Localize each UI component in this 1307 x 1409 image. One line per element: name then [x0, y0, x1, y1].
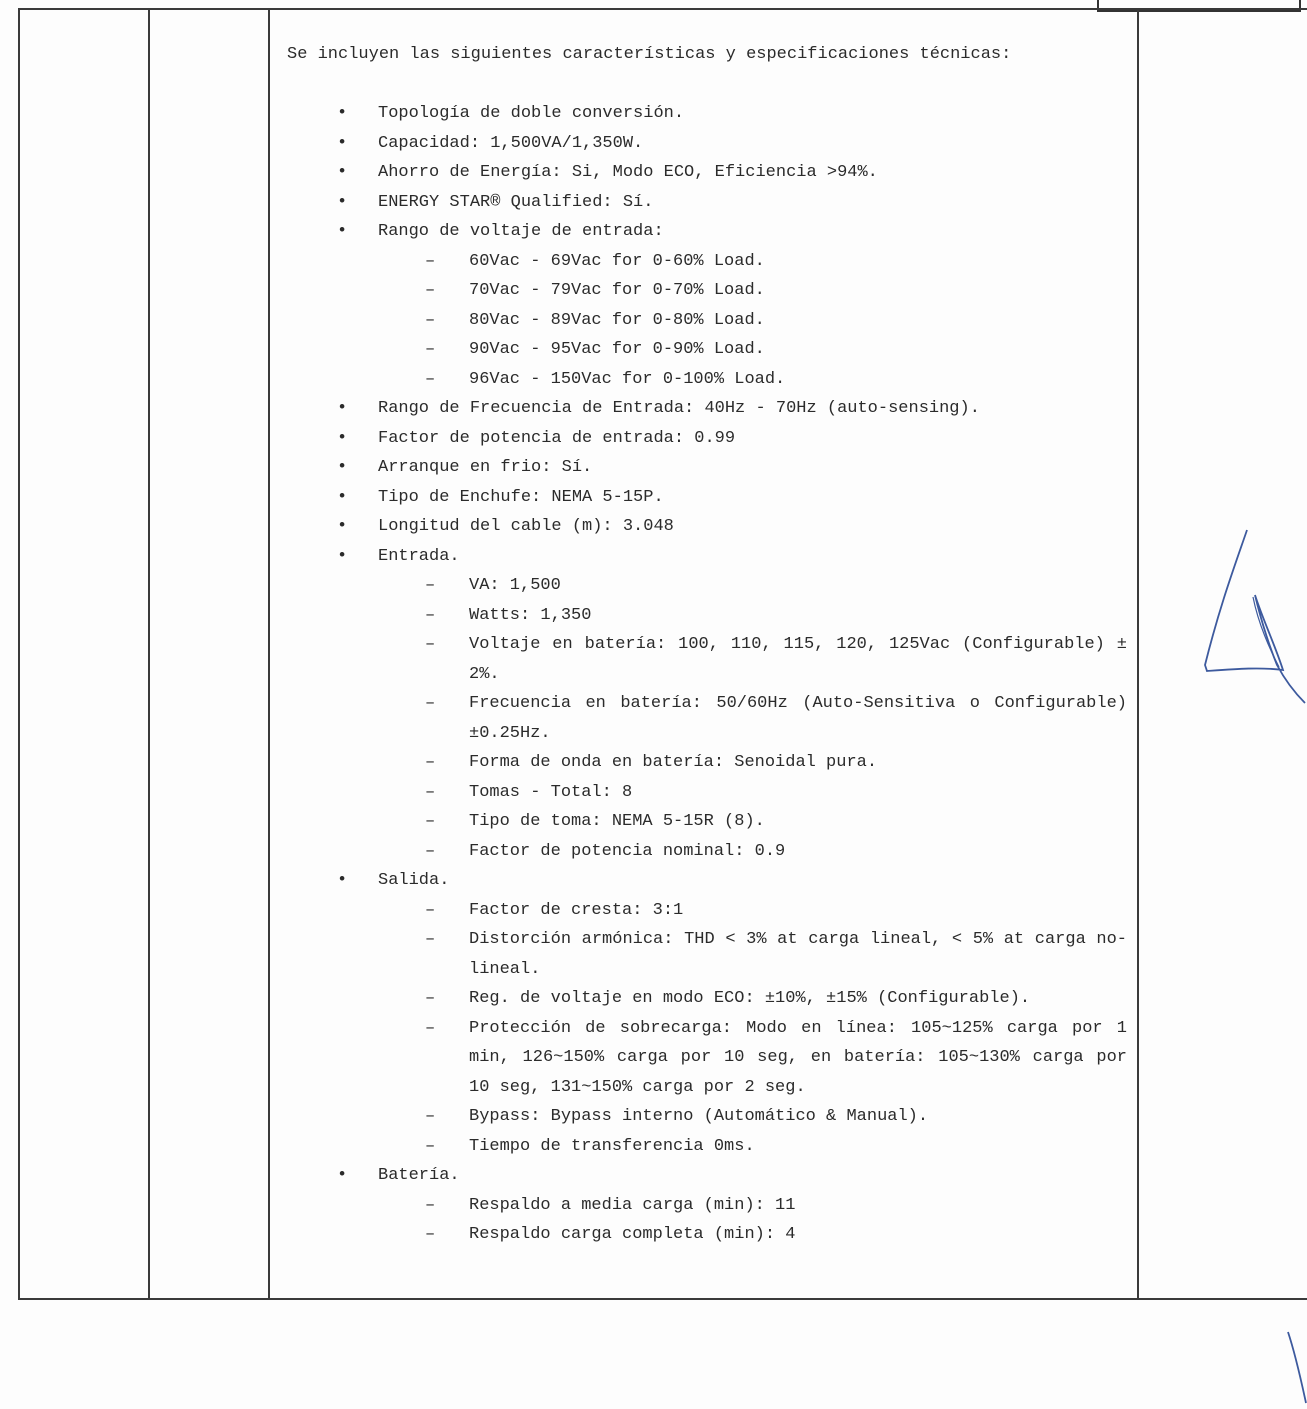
spec-subitem	[378, 689, 1127, 748]
signature-stroke	[1286, 1330, 1307, 1405]
spec-item-text: Batería.	[378, 1166, 460, 1185]
dash-icon: –	[425, 605, 436, 625]
spec-subitem	[378, 335, 1127, 365]
column-divider-2	[268, 8, 270, 1300]
spec-subitem	[378, 1220, 1127, 1250]
spec-item-text: Rango de Frecuencia de Entrada: 40Hz - 70Hz (auto-sensing).	[378, 399, 980, 418]
spec-item-text: Capacidad: 1,500VA/1,350W.	[378, 133, 644, 153]
spec-subitem-text: Respaldo a media carga (min): 11	[469, 1195, 796, 1215]
spec-item	[287, 217, 1127, 394]
dash-icon: –	[425, 782, 436, 802]
document-number-box	[1097, 0, 1301, 12]
spec-item-text: Rango de voltaje de entrada:	[378, 222, 664, 241]
spec-subitem-text: 80Vac - 89Vac for 0-80% Load.	[469, 310, 765, 330]
spec-subitem-text: Voltaje en batería: 100, 110, 115, 120, 125Vac (Configurable) ± 2%.	[469, 635, 1127, 684]
spec-subitem	[378, 1102, 1127, 1132]
bullet-icon: •	[337, 163, 348, 182]
signature-mark	[1195, 525, 1307, 705]
dash-icon: –	[425, 1225, 436, 1244]
bullet-icon: •	[337, 1166, 348, 1185]
spec-subitem	[378, 630, 1127, 689]
bullet-icon: •	[337, 133, 348, 153]
spec-item	[287, 394, 1127, 424]
spec-item-text: Factor de potencia de entrada: 0.99	[378, 428, 736, 448]
spec-item-text: Arranque en frio: Sí.	[378, 458, 593, 477]
dash-icon: –	[425, 340, 436, 359]
spec-item-text: Ahorro de Energía: Si, Modo ECO, Eficiencia >94%.	[378, 163, 878, 182]
bullet-icon: •	[337, 399, 348, 418]
spec-subitem	[378, 984, 1127, 1014]
spec-subitem	[378, 896, 1127, 926]
intro-text: Se incluyen las siguientes características y especificaciones técnicas:	[287, 45, 1012, 64]
dash-icon: –	[425, 1107, 436, 1126]
spec-item-text: Salida.	[378, 871, 450, 890]
spec-subitem-text: 70Vac - 79Vac for 0-70% Load.	[469, 281, 765, 300]
spec-sublist	[378, 247, 1127, 395]
spec-subitem	[378, 601, 1127, 631]
spec-subitem-text: Factor de potencia nominal: 0.9	[469, 841, 786, 861]
bullet-icon: •	[337, 546, 348, 566]
dash-icon: –	[425, 900, 436, 920]
spec-item	[287, 424, 1127, 454]
spec-item-text: Tipo de Enchufe: NEMA 5-15P.	[378, 487, 664, 507]
spec-subitem	[378, 748, 1127, 778]
dash-icon: –	[425, 310, 436, 330]
spec-subitem-text: Forma de onda en batería: Senoidal pura.	[469, 753, 878, 772]
spec-subitem-text: Frecuencia en batería: 50/60Hz (Auto-Sensitiva o Configurable) ±0.25Hz.	[469, 694, 1127, 743]
spec-item	[287, 866, 1127, 1161]
spec-subitem	[378, 778, 1127, 808]
dash-icon: –	[425, 281, 436, 300]
dash-icon: –	[425, 930, 436, 949]
spec-item	[287, 542, 1127, 867]
spec-subitem	[378, 365, 1127, 395]
table-left-border	[18, 8, 20, 1300]
dash-icon: –	[425, 576, 436, 595]
dash-icon: –	[425, 989, 436, 1008]
bullet-icon: •	[337, 104, 348, 123]
bullet-icon: •	[337, 458, 348, 477]
dash-icon: –	[425, 635, 436, 654]
spec-item	[287, 512, 1127, 542]
spec-item-text: Longitud del cable (m): 3.048	[378, 517, 674, 536]
spec-subitem	[378, 571, 1127, 601]
spec-subitem-text: Factor de cresta: 3:1	[469, 900, 684, 920]
specification-list	[287, 99, 1127, 1250]
bullet-icon: •	[337, 487, 348, 507]
spec-item	[287, 1161, 1127, 1250]
bullet-icon: •	[337, 517, 348, 536]
spec-sublist	[378, 1191, 1127, 1250]
dash-icon: –	[425, 841, 436, 861]
spec-subitem-text: Tiempo de transferencia 0ms.	[469, 1136, 755, 1156]
spec-subitem	[378, 306, 1127, 336]
spec-subitem	[378, 276, 1127, 306]
dash-icon: –	[425, 1195, 436, 1215]
spec-item-text: ENERGY STAR® Qualified: Sí.	[378, 192, 654, 212]
spec-subitem	[378, 807, 1127, 837]
dash-icon: –	[425, 694, 436, 713]
spec-subitem-text: Bypass: Bypass interno (Automático & Manual).	[469, 1107, 929, 1126]
bullet-icon: •	[337, 428, 348, 448]
spec-item-text: Topología de doble conversión.	[378, 104, 685, 123]
spec-sublist	[378, 571, 1127, 866]
spec-subitem-text: Tomas - Total: 8	[469, 782, 633, 802]
dash-icon: –	[425, 1136, 436, 1156]
spec-subitem-text: Protección de sobrecarga: Modo en línea: 105~125% carga por 1 min, 126~150% carga por 10 seg, en batería: 105~130% carga por 10 seg, 131~150% carga por 2 seg.	[469, 1018, 1127, 1097]
dash-icon: –	[425, 1018, 436, 1038]
dash-icon: –	[425, 812, 436, 831]
specifications-cell	[287, 40, 1127, 1250]
spec-subitem-text: Reg. de voltaje en modo ECO: ±10%, ±15% (Configurable).	[469, 989, 1031, 1008]
spec-item	[287, 158, 1127, 188]
bullet-icon: •	[337, 222, 348, 241]
spec-subitem	[378, 1132, 1127, 1162]
dash-icon: –	[425, 369, 436, 389]
spec-subitem-text: 96Vac - 150Vac for 0-100% Load.	[469, 369, 786, 389]
table-top-border	[18, 8, 1307, 10]
spec-sublist	[378, 896, 1127, 1162]
spec-item	[287, 453, 1127, 483]
spec-item	[287, 99, 1127, 129]
spec-subitem-text: 90Vac - 95Vac for 0-90% Load.	[469, 340, 765, 359]
column-divider-3	[1137, 8, 1139, 1300]
spec-subitem-text: VA: 1,500	[469, 576, 561, 595]
spec-item	[287, 129, 1127, 159]
spec-item	[287, 483, 1127, 513]
column-divider-1	[148, 8, 150, 1300]
spec-subitem-text: Tipo de toma: NEMA 5-15R (8).	[469, 812, 765, 831]
spec-subitem-text: 60Vac - 69Vac for 0-60% Load.	[469, 251, 765, 271]
table-bottom-border	[18, 1298, 1307, 1300]
dash-icon: –	[425, 251, 436, 271]
spec-subitem	[378, 925, 1127, 984]
dash-icon: –	[425, 753, 436, 772]
spec-item	[287, 188, 1127, 218]
bullet-icon: •	[337, 871, 348, 890]
spec-subitem	[378, 1014, 1127, 1103]
spec-subitem-text: Distorción armónica: THD < 3% at carga lineal, < 5% at carga no-lineal.	[469, 930, 1127, 979]
spec-item-text: Entrada.	[378, 546, 460, 566]
spec-subitem	[378, 1191, 1127, 1221]
spec-subitem-text: Watts: 1,350	[469, 605, 592, 625]
spec-subitem	[378, 247, 1127, 277]
bullet-icon: •	[337, 192, 348, 212]
spec-subitem	[378, 837, 1127, 867]
spec-subitem-text: Respaldo carga completa (min): 4	[469, 1225, 796, 1244]
